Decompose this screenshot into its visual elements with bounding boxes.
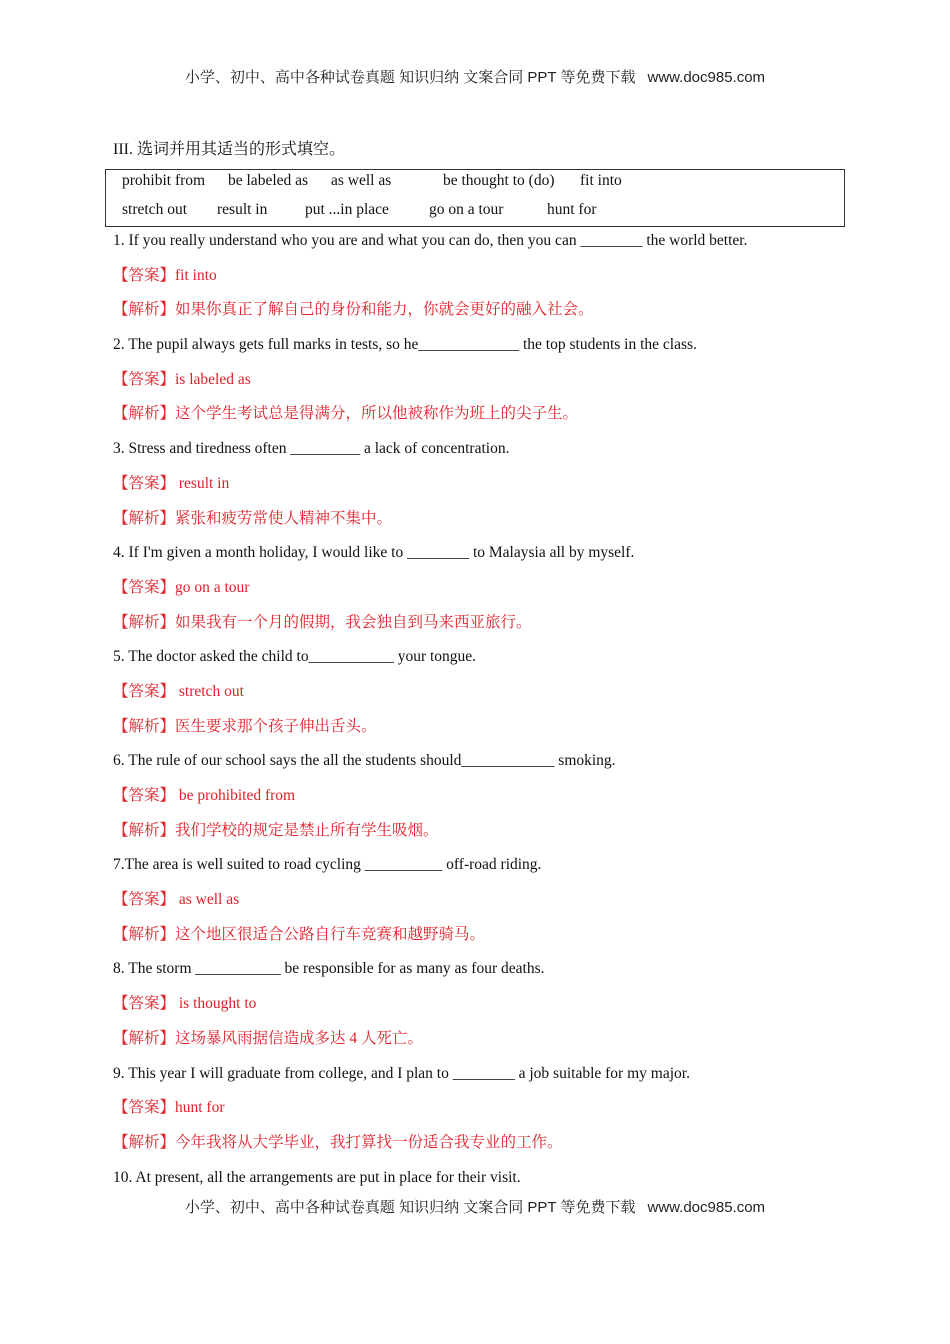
question-text: 6. The rule of our school says the all the students should____________ smoking. bbox=[113, 752, 616, 770]
word-bank bbox=[105, 169, 845, 227]
word-bank-item: stretch out bbox=[122, 201, 187, 218]
footer-text: 小学、初中、高中各种试卷真题 知识归纳 文案合同 PPT 等免费下载 bbox=[184, 1199, 636, 1216]
explanation-text: 【解析】医生要求那个孩子伸出舌头。 bbox=[113, 717, 377, 735]
question-text: 4. If I'm given a month holiday, I would like to ________ to Malaysia all by myself. bbox=[113, 544, 635, 562]
answer-text: 【答案】 stretch out bbox=[113, 682, 244, 700]
answer-text: 【答案】fit into bbox=[113, 266, 217, 284]
explanation-text: 【解析】我们学校的规定是禁止所有学生吸烟。 bbox=[113, 821, 439, 839]
question-text: 9. This year I will graduate from college, and I plan to ________ a job suitable for my major. bbox=[113, 1064, 690, 1082]
section-title: III. 选词并用其适当的形式填空。 bbox=[113, 141, 345, 158]
answer-text: 【答案】 as well as bbox=[113, 891, 240, 909]
answer-text: 【答案】 result in bbox=[113, 474, 230, 492]
answer-text: 【答案】is labeled as bbox=[113, 370, 251, 388]
footer-url: www.doc985.com bbox=[647, 1199, 766, 1216]
question-text: 2. The pupil always gets full marks in tests, so he_____________ the top students in the class. bbox=[113, 336, 697, 354]
explanation-text: 【解析】这场暴风雨据信造成多达 4 人死亡。 bbox=[113, 1029, 424, 1047]
word-bank-item: be thought to (do) bbox=[443, 172, 555, 189]
word-bank-item: be labeled as bbox=[228, 172, 309, 189]
explanation-text: 【解析】如果我有一个月的假期，我会独自到马来西亚旅行。 bbox=[113, 613, 532, 631]
page-footer bbox=[0, 1196, 950, 1217]
word-bank-item: prohibit from bbox=[122, 172, 206, 189]
explanation-text: 【解析】如果你真正了解自己的身份和能力，你就会更好的融入社会。 bbox=[113, 301, 594, 319]
explanation-text: 【解析】紧张和疲劳常使人精神不集中。 bbox=[113, 509, 393, 527]
answer-text: 【答案】 is thought to bbox=[113, 995, 257, 1013]
word-bank-item: result in bbox=[217, 201, 268, 218]
question-text: 7.The area is well suited to road cycling __________ off-road riding. bbox=[113, 856, 542, 874]
exercise-list bbox=[113, 224, 853, 1195]
answer-text: 【答案】go on a tour bbox=[113, 578, 250, 596]
word-bank-item: as well as bbox=[331, 172, 392, 189]
explanation-text: 【解析】今年我将从大学毕业，我打算找一份适合我专业的工作。 bbox=[113, 1133, 563, 1151]
explanation-text: 【解析】这个学生考试总是得满分，所以他被称作为班上的尖子生。 bbox=[113, 405, 579, 423]
word-bank-item: hunt for bbox=[547, 201, 597, 218]
explanation-text: 【解析】这个地区很适合公路自行车竞赛和越野骑马。 bbox=[113, 925, 486, 943]
word-bank-item: fit into bbox=[580, 172, 622, 189]
word-bank-item: go on a tour bbox=[429, 201, 504, 218]
answer-text: 【答案】hunt for bbox=[113, 1099, 225, 1117]
header-text: 小学、初中、高中各种试卷真题 知识归纳 文案合同 PPT 等免费下载 bbox=[184, 69, 636, 86]
word-bank-item: put ...in place bbox=[305, 201, 389, 218]
header-url: www.doc985.com bbox=[647, 69, 766, 86]
page-header bbox=[0, 66, 950, 87]
question-text: 10. At present, all the arrangements are put in place for their visit. bbox=[113, 1168, 521, 1186]
question-text: 1. If you really understand who you are and what you can do, then you can ________ the world better. bbox=[113, 232, 748, 249]
question-text: 3. Stress and tiredness often _________ a lack of concentration. bbox=[113, 440, 510, 458]
answer-text: 【答案】 be prohibited from bbox=[113, 787, 296, 804]
question-text: 5. The doctor asked the child to___________ your tongue. bbox=[113, 648, 477, 666]
question-text: 8. The storm ___________ be responsible for as many as four deaths. bbox=[113, 960, 545, 978]
